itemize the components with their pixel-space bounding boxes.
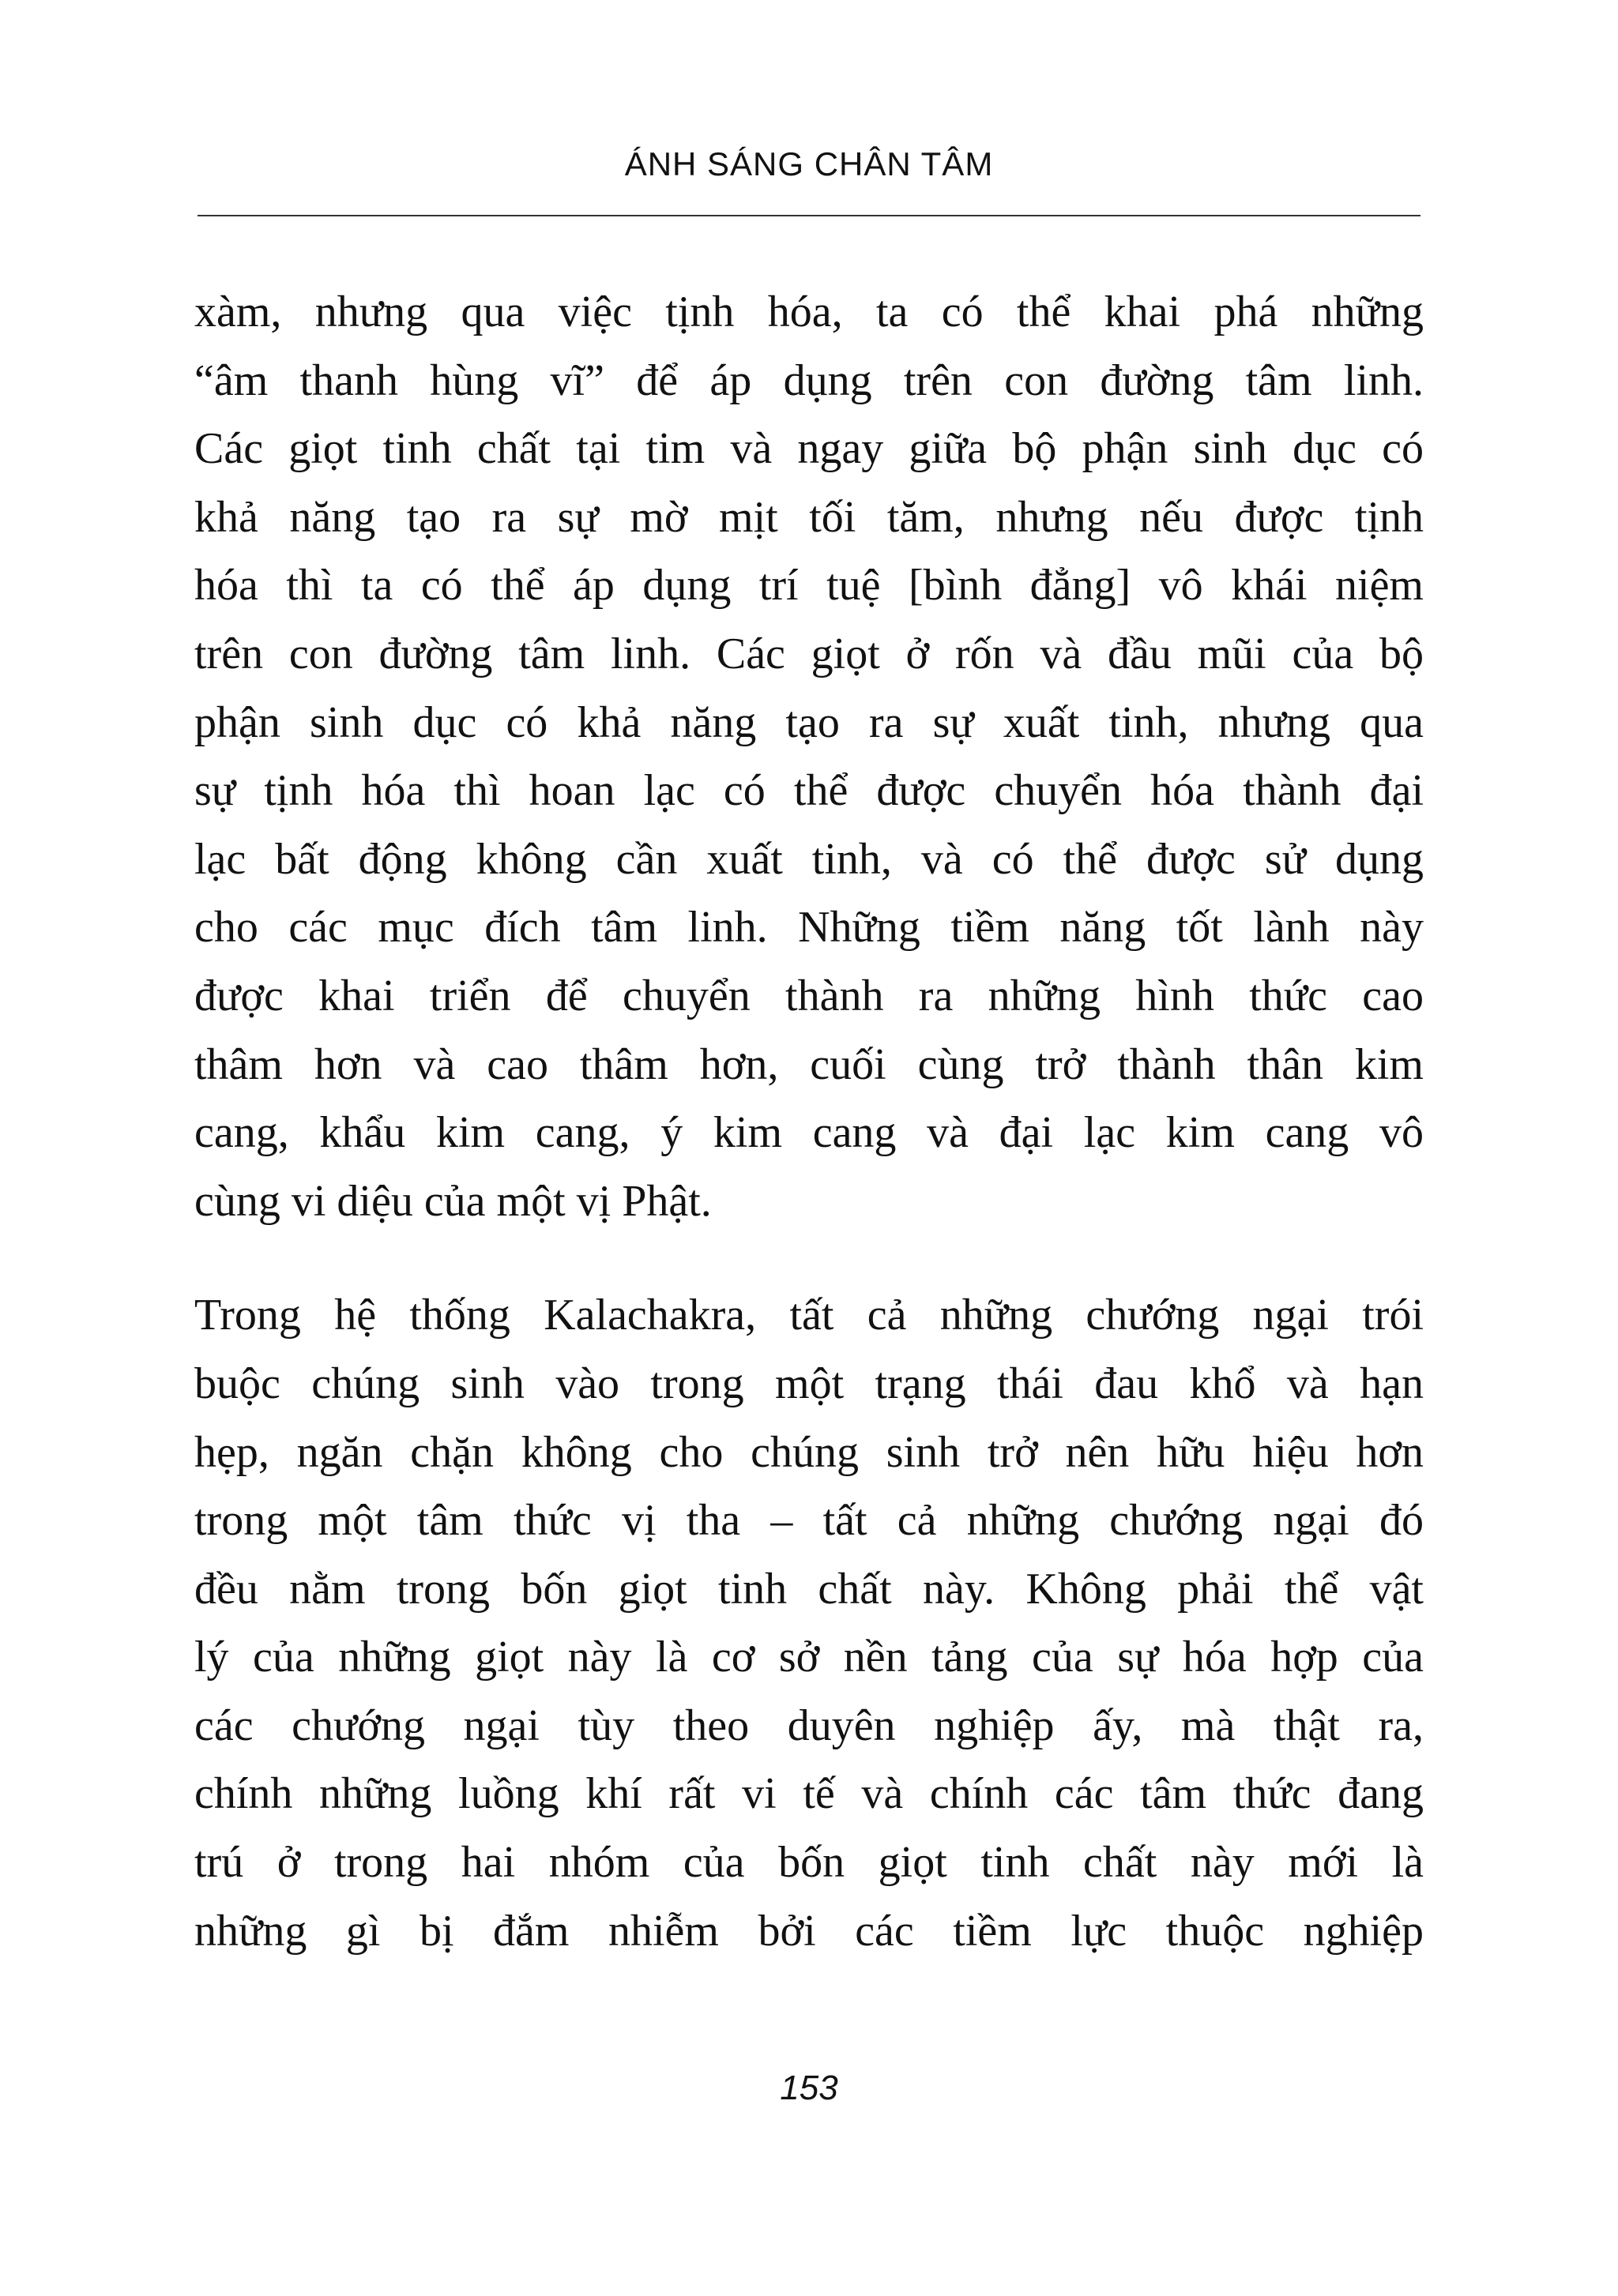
text-line: Các giọt tinh chất tại tim và ngay giữa bộ phận sinh dục có	[194, 424, 1424, 474]
text-line: trong một tâm thức vị tha – tất cả những chướng ngại đó	[194, 1496, 1424, 1546]
text-line: trên con đường tâm linh. Các giọt ở rốn và đầu mũi của bộ	[194, 629, 1424, 678]
text-line: những gì bị đắm nhiễm bởi các tiềm lực thuộc nghiệp	[194, 1906, 1424, 1956]
text-line: lý của những giọt này là cơ sở nền tảng của sự hóa hợp của	[194, 1633, 1424, 1682]
paragraph-1	[194, 278, 1424, 1235]
text-line: buộc chúng sinh vào trong một trạng thái đau khổ và hạn	[194, 1358, 1424, 1408]
text-line: cang, khẩu kim cang, ý kim cang và đại lạc kim cang vô	[194, 1108, 1424, 1158]
text-line: được khai triển để chuyển thành ra những hình thức cao	[194, 971, 1424, 1020]
paragraph-gap	[194, 1235, 1424, 1281]
running-title: ÁNH SÁNG CHÂN TÂM	[624, 145, 994, 182]
text-line: các chướng ngại tùy theo duyên nghiệp ấy, mà thật ra,	[194, 1700, 1424, 1750]
text-line: xàm, nhưng qua việc tịnh hóa, ta có thể khai phá những	[194, 287, 1424, 336]
header-rule	[198, 215, 1420, 216]
text-line: phận sinh dục có khả năng tạo ra sự xuất tinh, nhưng qua	[194, 697, 1424, 747]
text-line: khả năng tạo ra sự mờ mịt tối tăm, nhưng nếu được tịnh	[194, 492, 1424, 542]
text-line: Trong hệ thống Kalachakra, tất cả những chướng ngại trói	[194, 1291, 1424, 1340]
text-line: cho các mục đích tâm linh. Những tiềm năng tốt lành này	[194, 903, 1424, 953]
text-line: hóa thì ta có thể áp dụng trí tuệ [bình đẳng] vô khái niệm	[194, 561, 1424, 611]
text-line: sự tịnh hóa thì hoan lạc có thể được chuyển hóa thành đại	[194, 766, 1424, 816]
text-line: cùng vi diệu của một vị Phật.	[194, 1176, 712, 1226]
text-line: thâm hơn và cao thâm hơn, cuối cùng trở thành thân kim	[194, 1039, 1424, 1089]
page-body	[194, 278, 1424, 1965]
text-line: “âm thanh hùng vĩ” để áp dụng trên con đường tâm linh.	[194, 355, 1424, 405]
paragraph-2	[194, 1281, 1424, 1965]
text-line: trú ở trong hai nhóm của bốn giọt tinh chất này mới là	[194, 1838, 1424, 1888]
text-line: chính những luồng khí rất vi tế và chính các tâm thức đang	[194, 1769, 1424, 1819]
text-line: đều nằm trong bốn giọt tinh chất này. Không phải thể vật	[194, 1564, 1424, 1614]
page-number: 153	[780, 2069, 838, 2107]
text-line: hẹp, ngăn chặn không cho chúng sinh trở nên hữu hiệu hơn	[194, 1427, 1424, 1477]
text-line: lạc bất động không cần xuất tinh, và có thể được sử dụng	[194, 834, 1424, 884]
